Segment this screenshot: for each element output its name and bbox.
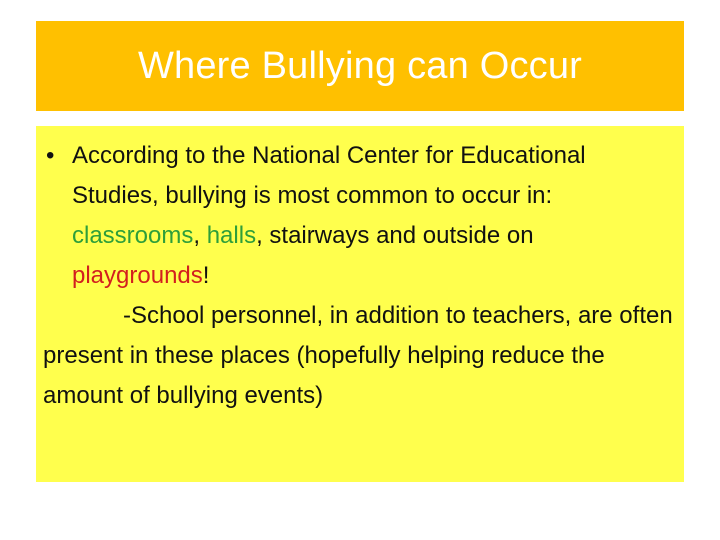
title-banner (36, 21, 684, 111)
bullet-marker: • (46, 142, 55, 169)
bullet-end: ! (202, 262, 210, 289)
slide-title: Where Bullying can Occur (137, 44, 583, 87)
place-playgrounds: playgrounds (72, 262, 203, 289)
content-box (36, 126, 684, 482)
sub-paragraph: -School personnel, in addition to teachers, are often present in these places (hopefully helping reduce the amount of bullying events) (43, 302, 673, 409)
place-halls: halls (206, 222, 257, 249)
separator-1: , (193, 222, 207, 249)
place-classrooms: classrooms (72, 222, 194, 249)
bullet-paragraph (46, 136, 676, 296)
bullet-text: According to the National Center for Educational Studies, bullying is most common to occur in: (72, 142, 586, 209)
separator-2: , stairways and outside on (256, 222, 534, 249)
